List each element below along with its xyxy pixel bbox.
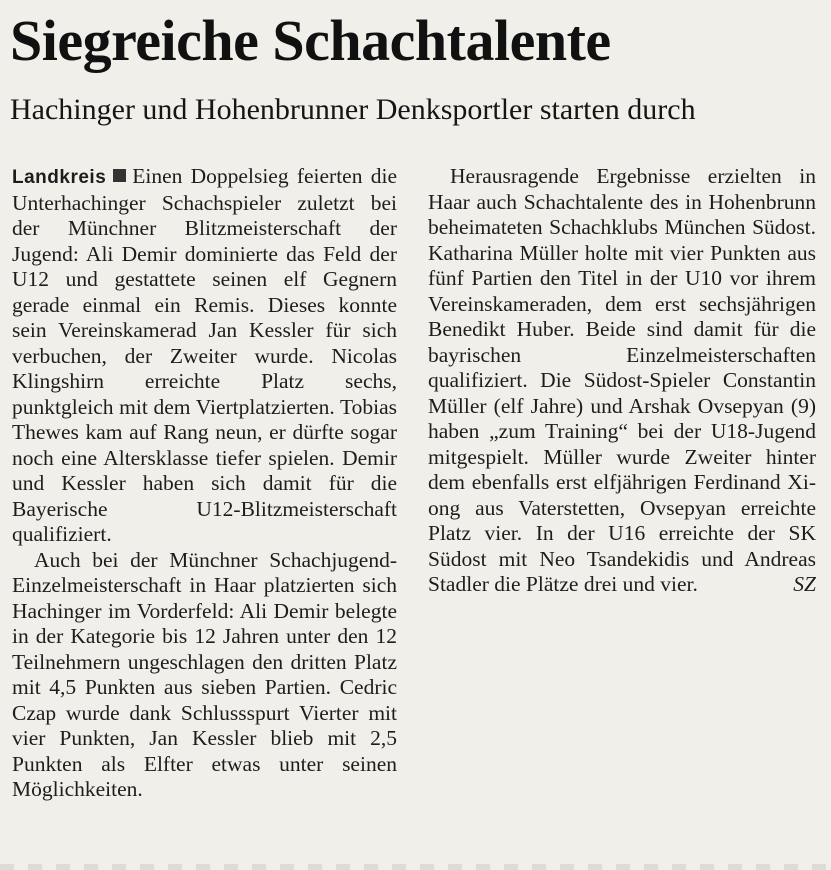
paragraph-1-text: Einen Doppelsieg feierten die Unterhachinger Schachspieler zuletzt bei der Münchner Blitzmeisterschaft der Jugend: Ali Demir dominierte das Feld der U12 und gestattete seinen elf Gegnern gerade einmal ein Remis. Dieses konnte sein Vereinskamerad Jan Kessler für sich verbuchen, der Zweiter wurde. Nicolas Klingshirn erreichte Platz sechs, punktgleich mit dem Viertplatzierten. Tobias Thewes kam auf Rang neun, er dürfte sogar noch eine Altersklasse tiefer spielen. Demir und Kessler haben sich damit für die Bayerische U12-Blitzmeisterschaft qualifiziert. xyxy=(12,164,397,546)
article-column-left xyxy=(12,164,397,803)
paragraph-1 xyxy=(12,164,397,548)
subheadline: Hachinger und Hohenbrunner Denksportler starten durch xyxy=(10,93,696,126)
paragraph-3 xyxy=(428,164,816,598)
byline: SZ xyxy=(793,572,816,596)
article-column-right xyxy=(428,164,816,598)
dateline: Landkreis xyxy=(12,167,107,188)
headline: Siegreiche Schachtalente xyxy=(10,8,611,73)
page-edge-decoration xyxy=(0,864,831,870)
paragraph-2: Auch bei der Münchner Schachjugend-Einzelmeisterschaft in Haar platzierten sich Hachinger im Vorderfeld: Ali Demir belegte in der Kategorie bis 12 Jahren unter den 12 Teilnehmern ungeschlagen den dritten Platz mit 4,5 Punkten aus sieben Partien. Cedric Czap wurde dank Schlussspurt Vierter mit vier Punkten, Jan Kessler blieb mit 2,5 Punkten als Elfter etwas unter seinen Möglichkeiten. xyxy=(12,547,397,801)
paragraph-3-text: Herausragende Ergebnisse erzielten in Haar auch Schachtalente des in Hohenbrunn beheimateten Schachklubs München Südost. Katharina Müller holte mit vier Punkten aus fünf Partien den Titel in der U10 vor ihrem Vereinskameraden, dem erst sechsjährigen Benedikt Huber. Beide sind damit für die bayrischen Einzelmeisterschaften qualifiziert. Die Südost-Spieler Constantin Müller (elf Jahre) und Arshak Ovsepyan (9) haben „zum Training“ bei der U18-Jugend mitgespielt. Müller wurde Zweiter hinter dem ebenfalls erst elfjährigen Ferdinand Xiong aus Vaterstetten, Ovsepyan erreichte Platz vier. In der U16 erreichte der SK Südost mit Neo Tsandekidis und Andreas Stadler die Plätze drei und vier. xyxy=(428,164,816,596)
square-bullet-icon xyxy=(113,169,126,182)
